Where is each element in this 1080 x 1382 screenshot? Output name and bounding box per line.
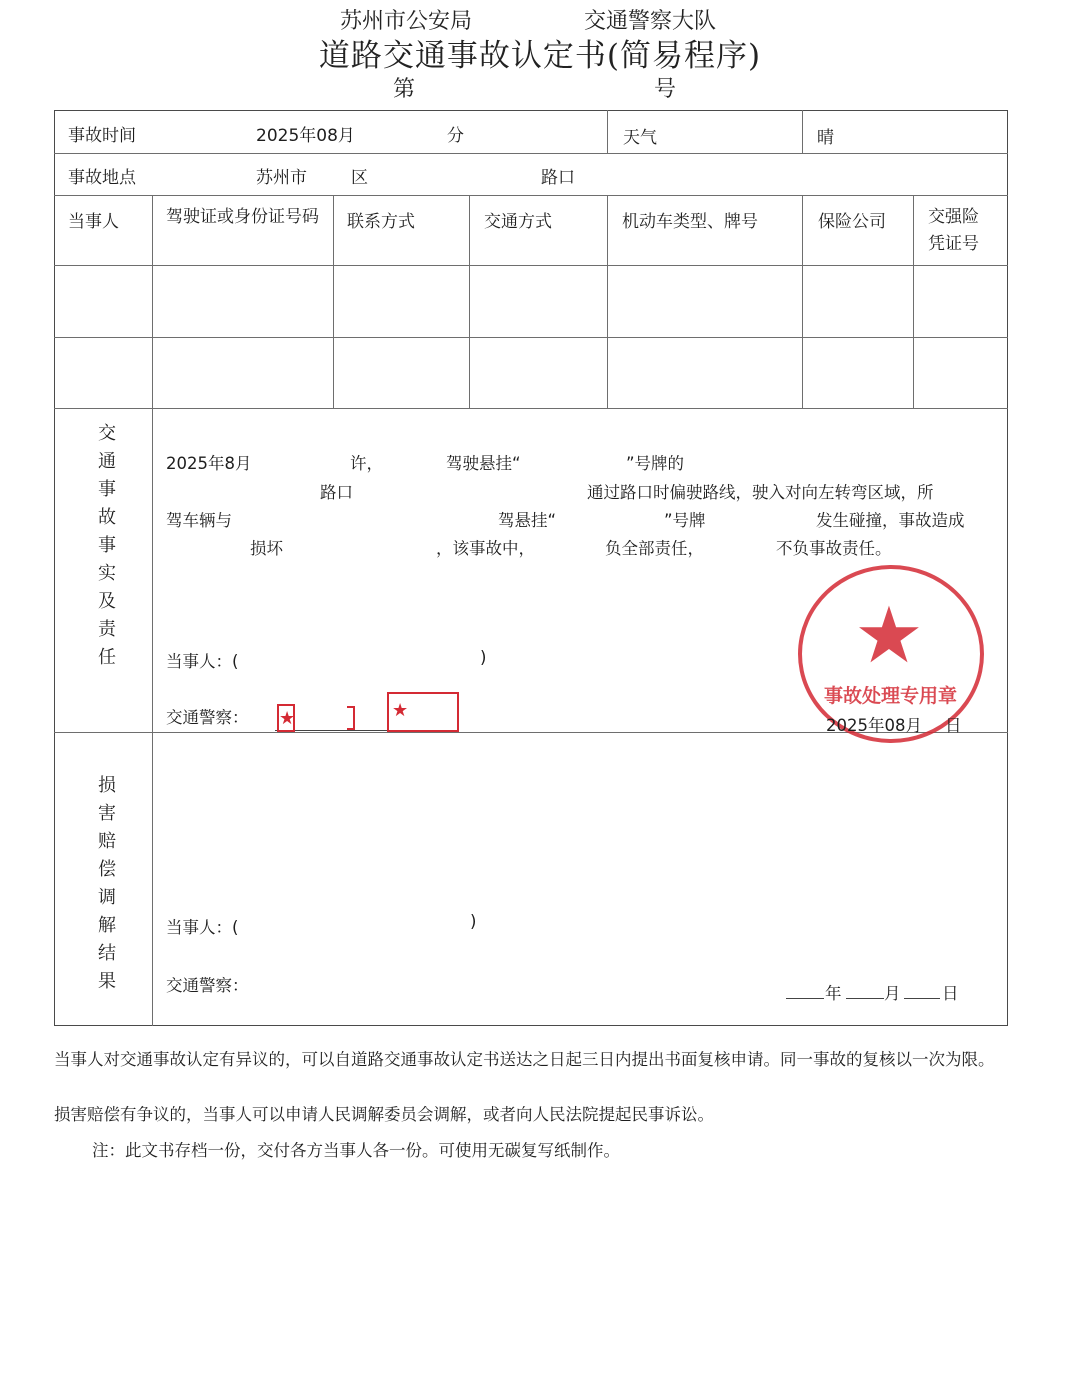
weather-label: 天气 [623, 128, 657, 148]
facts-line1-time: 许， [350, 454, 383, 473]
party-header-vehicle: 机动车类型、牌号 [622, 212, 758, 232]
row-divider [54, 265, 1008, 266]
agency-left: 苏州市公安局 [340, 9, 473, 34]
facts-line4-no-liability: 不负事故责任。 [776, 539, 892, 558]
col-divider [152, 408, 153, 1026]
row-divider [54, 337, 1008, 338]
minute-label: 分 [447, 126, 464, 146]
weather-value: 晴 [817, 128, 834, 148]
col-divider [802, 195, 803, 408]
facts-line3-vehicle: 驾车辆与 [166, 511, 232, 530]
facts-line3-collision: 发生碰撞，事故造成 [816, 511, 965, 530]
party-header-party: 当事人 [68, 212, 119, 232]
facts-date-day: 日 [945, 716, 962, 735]
facts-line3-plate-close: ”号牌 [664, 511, 706, 530]
facts-line2-description: 通过路口时偏驶路线，驶入对向左转弯区域，所 [587, 483, 934, 502]
col-divider [333, 195, 334, 408]
col-divider [607, 195, 608, 408]
mediation-party-close: ) [470, 912, 477, 931]
facts-party-close: ) [480, 648, 487, 667]
party-header-certificate: 交强险凭证号 [928, 207, 979, 254]
facts-date: 2025年08月 [826, 716, 922, 735]
party-header-contact: 联系方式 [347, 212, 415, 232]
mediation-year: 年 [825, 984, 842, 1003]
row-divider [54, 153, 1008, 154]
agency-right: 交通警察大队 [584, 9, 717, 34]
star-icon: ★ [854, 591, 924, 681]
row-divider [54, 195, 1008, 196]
footer-note-copies: 注：此文书存档一份，交付各方当事人各一份。可使用无碳复写纸制作。 [92, 1141, 620, 1160]
facts-line2-intersection: 路口 [320, 483, 353, 502]
col-divider [607, 110, 608, 153]
row-divider [54, 408, 1008, 409]
mediation-day: 日 [942, 984, 959, 1003]
col-divider [469, 195, 470, 408]
doc-no-prefix: 第 [393, 77, 416, 102]
mediation-officer-label: 交通警察： [166, 976, 249, 995]
facts-line1-plate-close: ”号牌的 [626, 454, 685, 473]
facts-line3-plate-open: 驾悬挂“ [498, 511, 557, 530]
facts-section-label: 交通事故事实及责任 [98, 423, 116, 668]
party-header-id: 驾驶证或身份证号码 [166, 207, 319, 227]
month-line [846, 998, 884, 999]
party-header-transport: 交通方式 [484, 212, 552, 232]
officer-seal-bracket [347, 706, 355, 730]
place-city: 苏州市 [256, 168, 307, 188]
party-header-insurer: 保险公司 [818, 212, 886, 232]
facts-line1-plate-open: 驾驶悬挂“ [446, 454, 521, 473]
place-intersection: 路口 [541, 168, 575, 188]
facts-line4-accident: ，该事故中， [436, 539, 535, 558]
time-label: 事故时间 [68, 126, 136, 146]
officer-seal-right: ★ [387, 692, 459, 732]
place-district: 区 [351, 168, 368, 188]
footer-note-dispute: 损害赔偿有争议的，当事人可以申请人民调解委员会调解，或者向人民法院提起民事诉讼。 [54, 1105, 714, 1124]
year-line [786, 998, 824, 999]
time-value: 2025年08月 [256, 126, 355, 146]
facts-line4-damage: 损坏 [250, 539, 283, 558]
facts-officer-label: 交通警察： [166, 708, 249, 727]
mediation-month: 月 [884, 984, 901, 1003]
col-divider [802, 110, 803, 153]
doc-no-suffix: 号 [654, 77, 677, 102]
mediation-party-label: 当事人：( [166, 918, 239, 937]
col-divider [152, 195, 153, 408]
document-title: 道路交通事故认定书(简易程序) [318, 38, 762, 74]
col-divider [913, 195, 914, 408]
facts-party-label: 当事人：( [166, 652, 239, 671]
mediation-section-label: 损害赔偿调解结果 [98, 775, 116, 992]
footer-note-review: 当事人对交通事故认定有异议的，可以自道路交通事故认定书送达之日起三日内提出书面复核申请。同一事故的复核以一次为限。 [54, 1050, 995, 1069]
facts-line4-full-liability: 负全部责任， [605, 539, 704, 558]
day-line [904, 998, 940, 999]
officer-seal-left: ★ [277, 704, 295, 732]
place-label: 事故地点 [68, 168, 136, 188]
stamp-text: 事故处理专用章 [824, 685, 958, 707]
facts-line1-date: 2025年8月 [166, 454, 252, 473]
